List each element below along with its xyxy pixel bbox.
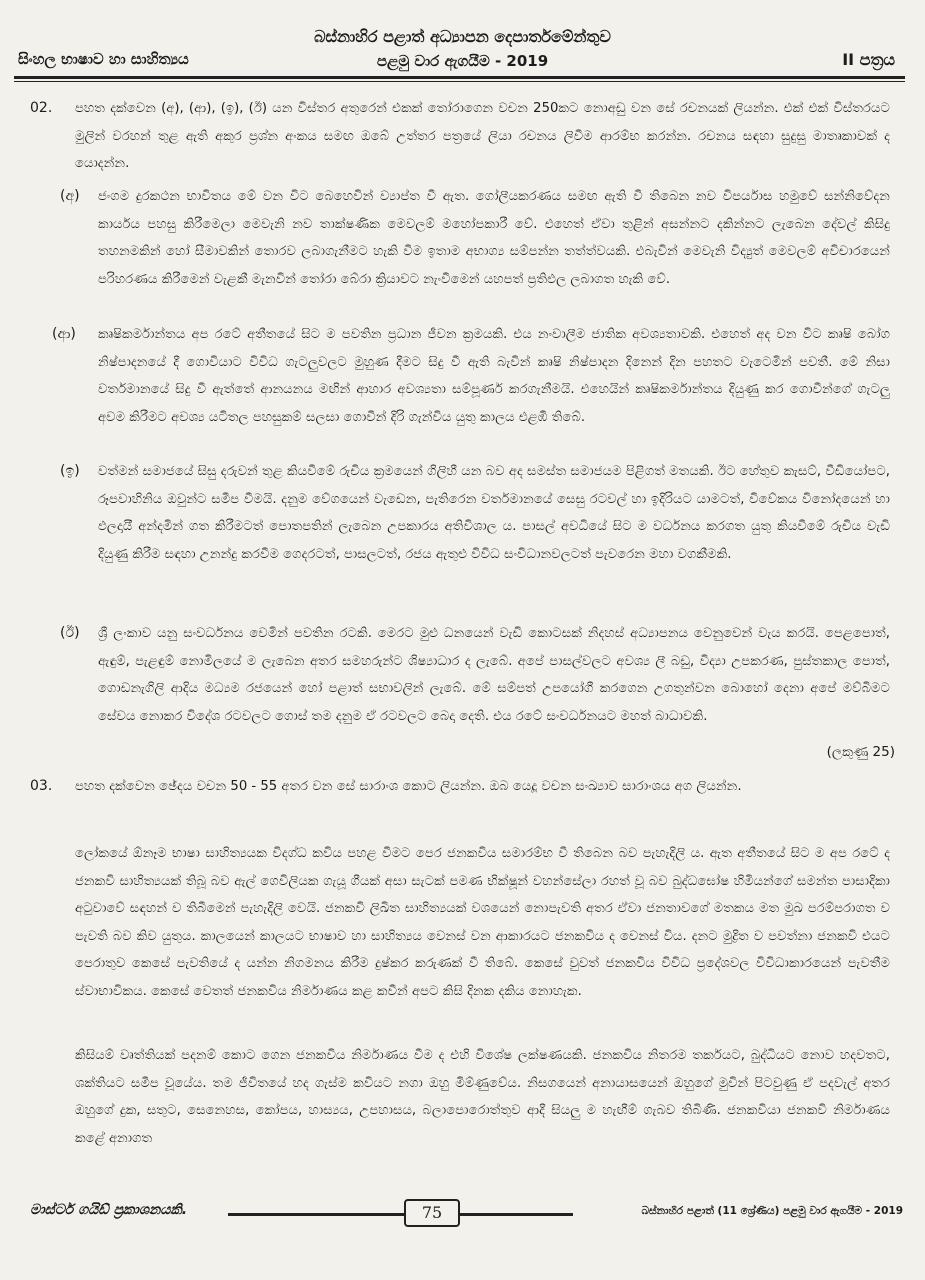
item-label: (ඊ) — [60, 625, 80, 641]
footer-rule-right — [458, 1213, 573, 1216]
page-number: 75 — [404, 1199, 460, 1227]
question-number: 03. — [30, 778, 53, 794]
item-text: වත්මන් සමාජයේ සිසු දරුවන් තුළ කියවීමේ රුචිය ක්‍රමයෙන් ගිලිහී යන බව අද සමස්ත සමාජයම පිළිගත් මතයකි. ඊට හේතුව කැසට්, වීඩියෝපට, රූපවාහිනිය ඔවුන්ට සමීප වීමයි. දනුම වේගයෙන් වැඩෙන, පැතිරෙන වර්තමානයේ සෙසු රටවල් හා ඉදිරියට යාමටත්, විවේකය විනෝදයෙන් හා ඵලදායී අන්දමින් ගත කිරීමටත් පොතපතින් ලැබෙන උපකාරය අතිවිශාල ය. පාසල් අවධියේ සිට ම වර්ධනය කරගත යුතු කියවීමේ රුචිය වැඩි දියුණු කිරීම සඳහා උනන්දු කරවීම ගෙදරටත්, පාසලටත්, රජය ඇතුළු විවිධ සංවිධානවලටත් පැවරෙන මහා වගකීමකි. — [98, 464, 890, 562]
footer-rule-left — [228, 1213, 404, 1216]
paper-label: II පත්‍රය — [842, 50, 895, 69]
header-rule — [14, 76, 905, 79]
header-rule-thin — [14, 81, 905, 82]
item-text: ජංගම දුරකථන භාවිතය මේ වන විට බෙහෙවින් ව්‍යාප්ත වී ඇත. ගෝලීයකරණය සමඟ ඇති වී තිබෙන නව විපර්යාස හමුවේ සන්නිවේදන කාර්යය පහසු කිරීමෙලා මෙවැනි නව තාක්ෂණික මෙවලම් මහෝපකාරී වේ. එහෙත් ඒවා තුළින් අසන්නට දකින්නට ලැබෙන දේවල් කිසිදු තහනමකින් හෝ සීමාවකින් තොරව ලබාගැනීමට හැකි වීම ඉතාම අභාග්‍ය සම්පන්න තත්ත්වයකි. එබැවින් මෙවැනි විද්‍යුත් මෙවලම් අවිචාරයෙන් පරිහරණය කිරීමෙන් වැළකී මැනවින් තෝරා බේරා ක්‍රියාවට නැංවීමෙන් යහපත් ප්‍රතිඵල ලබාගත හැකි වේ. — [98, 189, 890, 287]
item-label: (අ) — [60, 188, 80, 204]
passage-paragraph: ලෝකයේ ඕනෑම භාෂා සාහිත්‍යයක විදග්ධ කවිය පහළ වීමට පෙර ජනකවිය සමාරම්භ වී තිබෙන බව පැහැදිලි ය. ඇත අතීතයේ සිට ම අප රටේ ද ජනකවි සාහිත්‍යයක් තිබූ බව ඇල් ගෙවිලියක ගැයූ ගීයක් අසා සැටක් පමණ භික්ෂූන් වහන්සේලා රහත් වූ බව බුද්ධඝෝෂ හිමියන්ගේ සමන්ත පාසාදිකා අටුවාවේ සඳහන් ව තිබීමෙන් පැහැදිලි වෙයි. ජනකවි ලිඛිත සාහිත්‍යයක් වශයෙන් නොපැවති අතර ඒවා ජනතාවගේ මතකය මත මුඛ පරම්පරාගත ව පැවති බව කිව යුතුය. කාලයෙන් කාලයට භාෂාව හා සාහිත්‍යය වෙනස් වන ආකාරයට ජනකවිය ද වෙනස් විය. දනට මුද්‍රිත ව පවත්නා ජනකවි එයට පෙරාතුව කෙසේ පැවතියේ ද යන්න නිගමනය කිරීම දුෂ්කර කරුණක් වී තිබේ. කෙසේ වුවත් ජනකවිය විවිධ ප්‍රදේශවල විවිධාකාරයෙන් පැවතීම ස්වාභාවිකය. කෙසේ වෙතත් ජනකවිය නිර්මාණය කළ කවීන් අපට කිසි දිනක දකිය නොහැක. — [75, 846, 890, 999]
item-text: ශ්‍රී ලංකාව යනු සංවර්ධනය වෙමින් පවතින රටකි. මෙරට මුළු ධනයෙන් වැඩි කොටසක් නිදහස් අධ්‍යාපනය වෙනුවෙන් වැය කරයි. පෙළපොත්, ඇඳුම්, පැළඳුම් නොමිලයේ ම ලැබෙන අතර සමහරුන්ට ශිෂ්‍යාධාර ද ලැබේ. අපේ පාසල්වලට අවශ්‍ය ලී බඩු, විද්‍යා උපකරණ, පුස්තකාල පොත්, ගොඩනැගිලි ආදිය මධ්‍යම රජයෙන් හෝ පළාත් සභාවලින් ලැබේ. මේ සම්පත් උපයෝගී කරගෙන උගතුන්වන බොහෝ දෙනා අපේ මව්බිමට සේවය නොකර විදේශ රටවලට ගොස් තම දනුම ඒ රටවලට බෙදා දෙති. එය රටේ සංවර්ධනයට මහත් බාධාවකි. — [98, 626, 890, 724]
item-text: කෘෂිකර්මාන්තය අප රටේ අතීතයේ සිට ම පවතින ප්‍රධාන ජීවන ක්‍රමයකි. එය නංවාලීම ජාතික අවශ්‍යතාවකි. එහෙත් අද වන විට කෘෂි බෝග නිෂ්පාදනයේ දී ගොවියාට විවිධ ගැටලුවලට මුහුණ දීමට සිදු වී ඇති බැවින් කෘෂි නිෂ්පාදන දිනෙන් දින පහතට වැටෙමින් පවතී. මේ නිසා වර්තමානයේ සිදු වී ඇත්තේ ආනයනය මඟින් ආහාර අවශ්‍යතා සම්පූර්ණ කරගැනීමයි. එහෙයින් කෘෂිකර්මාන්තය දියුණු කර ගොවීන්ගේ ගැටලු අවම කිරීමට අවශ්‍ය යටිතල පහසුකම් සලසා ගොවීන් දිරි ගැන්විය යුතු කාලය එළඹී තිබේ. — [98, 327, 890, 425]
header-center — [250, 26, 675, 72]
question-number: 02. — [30, 100, 53, 116]
item-label: (ආ) — [52, 326, 76, 342]
item-label: (ඉ) — [60, 463, 80, 479]
question-intro: පහත දක්වෙන (අ), (ආ), (ඉ), (ඊ) යන විස්තර අතුරෙන් එකක් තෝරාගෙන වචන 250කට නොඅඩු වන සේ රචනයක් ලියන්න. එක් එක් විස්තරයට මුලින් වරහන් තුළ ඇති අකුර ප්‍රශ්න අංකය සමඟ ඔබේ උත්තර පත්‍රයේ ලියා රචනය ලිවීම ආරම්භ කරන්න. රචනය සඳහා සුදුසු මාතෘකාවක් ද යොදන්න. — [75, 101, 890, 171]
department-title: බස්නාහිර පළාත් අධ්‍යාපන දෙපාර්තමේන්තුව — [314, 27, 611, 46]
marks-label: (ලකුණු 25) — [826, 744, 895, 760]
passage-paragraph: කිසියම් වෘත්තියක් පදනම් කොට ගෙන ජනකවිය නිර්මාණය වීම ද එහි විශේෂ ලක්ෂණයකි. ජනකවිය නිතරම තර්කයට, බුද්ධියට නොව හදවතට, ශක්තියට සමීප වූයේය. තම ජීවිතයේ හද ගැස්ම කවියට නගා ඔහු මිම්ණුවේය. නිසගයෙන් අනායාසයෙන් ඔහුගේ මුවින් පිටවුණු ඒ පදවැල් අතර ඔහුගේ දුක, සතුට, සෙනෙහස, කෝපය, හාස්‍යය, උපහාසය, බලාපොරොත්තුව ආදී සියලු ම හැඟීම් ගැබව තිබිණි. ජනකවියා ජනකවි නිර්මාණය කළේ අනාගත — [75, 1048, 890, 1146]
subject-title: සිංහල භාෂාව හා සාහිත්‍යය — [18, 50, 189, 68]
exam-title: පළමු වාර ඇගයීම - 2019 — [376, 52, 549, 70]
question-intro: පහත දක්වෙන ඡේදය වචන 50 - 55 අතර වන සේ සාරාංශ කොට ලියන්න. ඔබ යෙදූ වචන සංඛ්‍යාව සාරාංශය අග ලියන්න. — [75, 779, 742, 794]
footer-exam-label: බස්නාහිර පළාත් (11 ශ්‍රේණිය) පළමු වාර ඇගයීම - 2019 — [641, 1205, 903, 1217]
publisher-label: මාස්ටර් ගයිඩ් ප්‍රකාශනයකි. — [30, 1202, 188, 1218]
